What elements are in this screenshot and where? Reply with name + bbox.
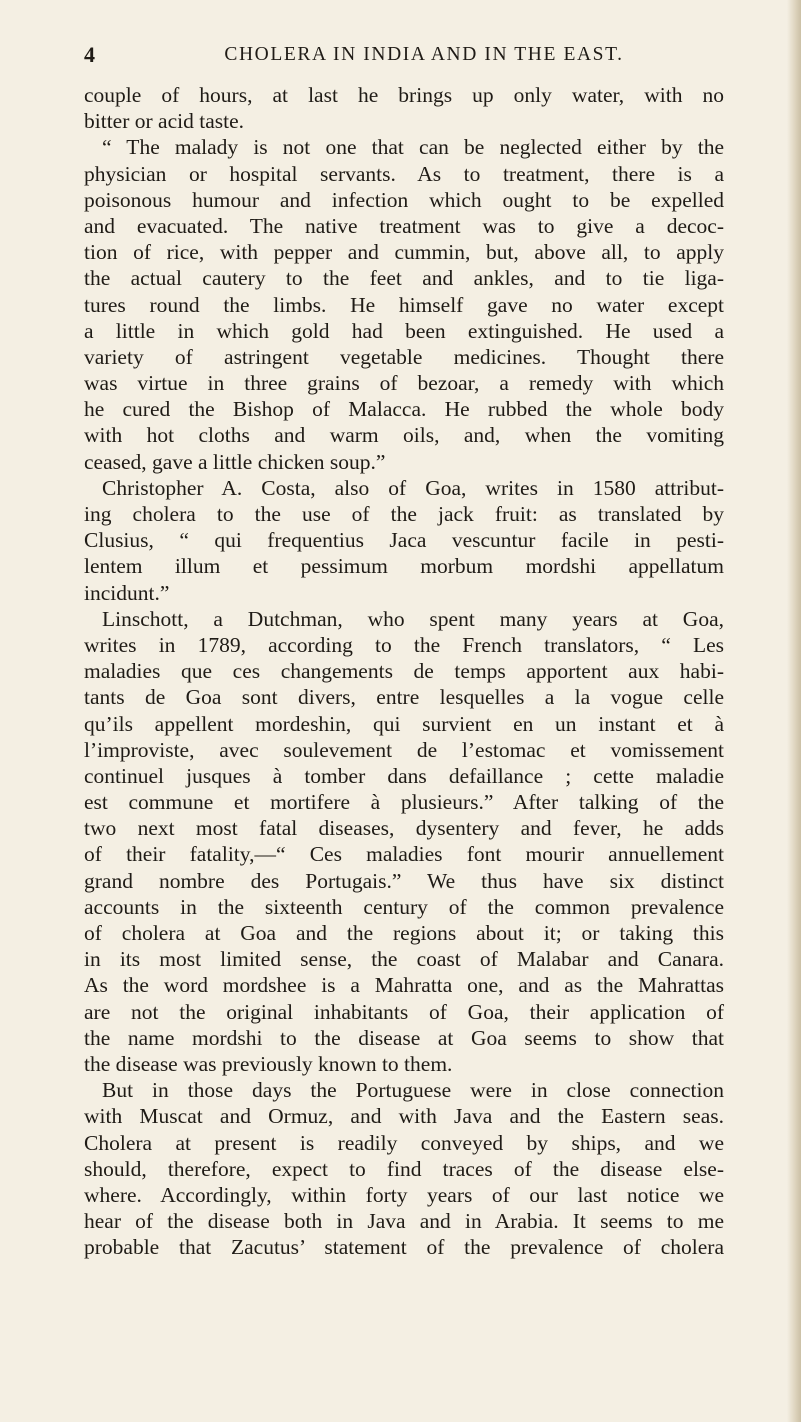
text-line: was virtue in three grains of bezoar, a remedy with which [84, 371, 724, 396]
text-line: est commune et mortifere à plusieurs.” After talking of the [84, 790, 724, 815]
text-line: Linschott, a Dutchman, who spent many years at Goa, [102, 606, 724, 631]
text-line: variety of astringent vegetable medicines. Thought there [84, 344, 724, 369]
text-line: physician or hospital servants. As to treatment, there is a [84, 161, 724, 186]
text-line: he cured the Bishop of Malacca. He rubbed the whole body [84, 397, 724, 422]
text-line: bitter or acid taste. [84, 109, 244, 134]
running-title: CHOLERA IN INDIA AND IN THE EAST. [224, 44, 624, 65]
page-number: 4 [84, 42, 95, 67]
text-line: with hot cloths and warm oils, and, when the vomiting [84, 423, 724, 448]
text-line: are not the original inhabitants of Goa, their application of [84, 999, 724, 1024]
text-line: couple of hours, at last he brings up only water, with no [84, 83, 724, 107]
text-line: poisonous humour and infection which ought to be expelled [84, 187, 724, 212]
text-line: probable that Zacutus’ statement of the prevalence of cholera [84, 1235, 724, 1260]
text-line: of cholera at Goa and the regions about it; or taking this [84, 921, 724, 945]
text-line: continuel jusques à tomber dans defaillance ; cette maladie [84, 763, 724, 788]
text-line: a little in which gold had been extinguished. He used a [84, 318, 724, 343]
text-line: l’improviste, avec soulevement de l’estomac et vomissement [84, 737, 724, 762]
text-line: of their fatality,—“ Ces maladies font mourir annuellement [84, 842, 724, 867]
text-line: hear of the disease both in Java and in Arabia. It seems to me [84, 1209, 724, 1234]
text-line: “ The malady is not one that can be neglected either by the [102, 135, 724, 160]
text-line: should, therefore, expect to find traces of the disease else- [84, 1156, 724, 1181]
text-line: grand nombre des Portugais.” We thus have six distinct [84, 868, 724, 893]
text-line: tures round the limbs. He himself gave no water except [84, 292, 724, 317]
text-line: in its most limited sense, the coast of Malabar and Canara. [84, 947, 724, 972]
text-line: maladies que ces changements de temps apportent aux habi- [84, 659, 724, 684]
text-line: qu’ils appellent mordeshin, qui survient en un instant et à [84, 711, 724, 736]
text-line: the name mordshi to the disease at Goa seems to show that [84, 1025, 724, 1050]
text-line: tion of rice, with pepper and cummin, but, above all, to apply [84, 240, 724, 265]
page-edge-shadow [787, 0, 801, 1422]
text-line: with Muscat and Ormuz, and with Java and the Eastern seas. [84, 1104, 724, 1129]
running-head [84, 40, 724, 70]
text-line: Clusius, “ qui frequentius Jaca vescuntur facile in pesti- [84, 528, 724, 553]
text-line: where. Accordingly, within forty years of our last notice we [84, 1182, 724, 1207]
text-line: writes in 1789, according to the French translators, “ Les [84, 632, 724, 657]
text-line: accounts in the sixteenth century of the common prevalence [84, 894, 724, 919]
body-text [84, 82, 724, 1260]
text-line: and evacuated. The native treatment was to give a decoc- [84, 213, 724, 238]
text-line: But in those days the Portuguese were in close connection [102, 1078, 724, 1103]
text-line: As the word mordshee is a Mahratta one, and as the Mahrattas [84, 973, 724, 998]
text-line: Christopher A. Costa, also of Goa, writes in 1580 attribut- [102, 475, 724, 500]
text-line: tants de Goa sont divers, entre lesquelles a la vogue celle [84, 685, 724, 710]
text-line: Cholera at present is readily conveyed by ships, and we [84, 1130, 724, 1155]
text-line: the actual cautery to the feet and ankles, and to tie liga- [84, 266, 724, 291]
text-line: incidunt.” [84, 580, 170, 605]
text-line: ing cholera to the use of the jack fruit: as translated by [84, 502, 724, 526]
text-line: ceased, gave a little chicken soup.” [84, 449, 386, 474]
text-line: the disease was previously known to them. [84, 1051, 453, 1076]
text-line: two next most fatal diseases, dysentery and fever, he adds [84, 816, 724, 841]
text-line: lentem illum et pessimum morbum mordshi appellatum [84, 554, 724, 579]
